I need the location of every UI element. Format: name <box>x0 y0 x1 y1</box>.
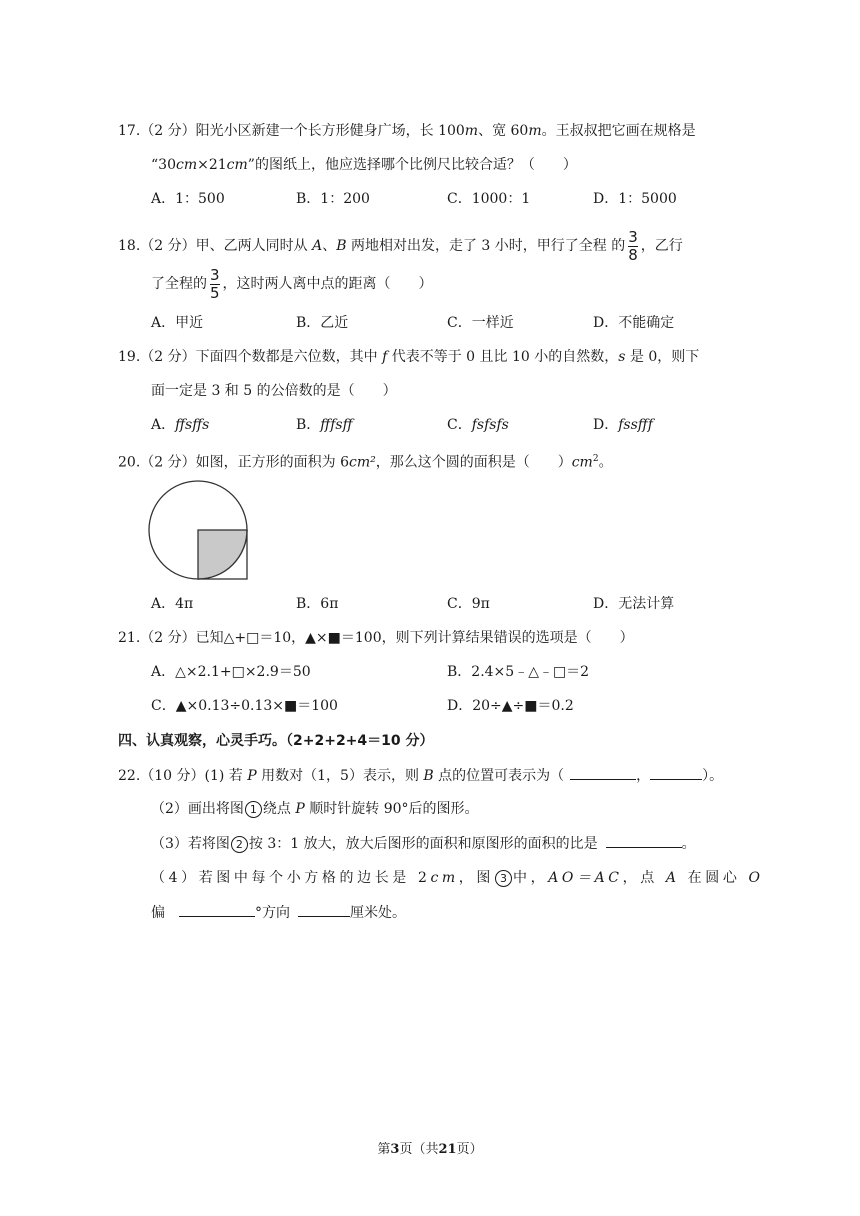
q19-line1: 19.（2 分）下面四个数都是六位数，其中 f 代表不等于 0 且比 10 小的自然数，s 是 0，则下 <box>118 349 700 365</box>
q19-option-c[interactable]: C．fsfsfs <box>447 417 509 433</box>
figure-1-marker: 1 <box>245 801 262 818</box>
q20-option-a[interactable]: A．4π <box>151 596 194 612</box>
q18-option-b[interactable]: B．乙近 <box>296 315 349 331</box>
figure-square-quarter-fill <box>198 530 247 579</box>
answer-blank-distance[interactable] <box>298 902 350 917</box>
q22-line4: （4）若图中每个小方格的边长是 2cm，图 3 中，AO＝AC，点 A 在圆心 O <box>151 870 764 886</box>
q18-line1: 18.（2 分）甲、乙两人同时从 A、B 两地相对出发，走了 3 小时，甲行了全程 的 $\frac{3}{8}$ ，乙行 <box>118 227 683 264</box>
answer-blank-ratio[interactable] <box>606 833 682 848</box>
q20-line1: 20.（2 分）如图，正方形的面积为 6cm²，那么这个圆的面积是（ ）$cm^2$。 <box>118 454 613 471</box>
figure-3-marker: 3 <box>495 870 512 887</box>
section-4-heading: 四、认真观察，心灵手巧。（2+2+2+4＝10 分） <box>118 733 434 749</box>
q21-line1: 21.（2 分）已知△+□＝10，▲×■＝100，则下列计算结果错误的选项是（ ） <box>118 630 634 646</box>
page-number: 3 <box>390 1142 400 1157</box>
q17-option-b[interactable]: B．1：200 <box>296 191 370 207</box>
q18-option-a[interactable]: A．甲近 <box>151 315 204 331</box>
q17-option-d[interactable]: D．1：5000 <box>593 191 677 207</box>
q17-number: 17. <box>118 123 141 139</box>
q18-option-c[interactable]: C．一样近 <box>447 315 514 331</box>
page-total: 21 <box>438 1142 457 1157</box>
q19-option-a[interactable]: A．ffsffs <box>151 417 210 433</box>
q17-option-c[interactable]: C．1000：1 <box>447 191 531 207</box>
q20-option-d[interactable]: D．无法计算 <box>593 596 675 612</box>
q17-line1: 17.（2 分）阳光小区新建一个长方形健身广场，长 100m、宽 60m。王叔叔把它画在规格是 <box>118 123 696 139</box>
q22-line3: （3）若将图 2 按 3：1 放大，放大后图形的面积和原图形的面积的比是 。 <box>151 833 696 854</box>
q22-line1: 22.（10 分）(1) 若 P 用数对（1，5）表示，则 B 点的位置可表示为（ ， ）。 <box>118 765 723 786</box>
q17-option-a[interactable]: A．1：500 <box>151 191 225 207</box>
q18-line2: 了全程的 $\frac{3}{5}$ ，这时两人离中点的距离（ ） <box>151 265 433 302</box>
q21-option-b[interactable]: B．2.4×5﹣△﹣□＝2 <box>447 664 590 680</box>
fraction-3-5: $\frac{3}{5}$ <box>210 265 220 302</box>
circle-square-figure <box>145 477 255 587</box>
q21-option-c[interactable]: C．▲×0.13÷0.13×■＝100 <box>151 698 338 714</box>
q19-line2: 面一定是 3 和 5 的公倍数的是（ ） <box>151 383 397 399</box>
answer-blank-angle[interactable] <box>179 902 255 917</box>
q21-option-d[interactable]: D．20÷▲÷■＝0.2 <box>447 698 574 714</box>
q20-option-c[interactable]: C．9π <box>447 596 490 612</box>
page-footer: 第3页（共21页） <box>377 1142 483 1157</box>
q18-option-d[interactable]: D．不能确定 <box>593 315 675 331</box>
q19-option-d[interactable]: D．fssfff <box>593 417 653 433</box>
q20-option-b[interactable]: B．6π <box>296 596 339 612</box>
answer-blank-x[interactable] <box>570 765 636 780</box>
q22-line2: （2）画出将图 1 绕点 P 顺时针旋转 90°后的图形。 <box>151 801 479 817</box>
answer-blank-y[interactable] <box>650 765 702 780</box>
q21-option-a[interactable]: A．△×2.1+□×2.9＝50 <box>151 664 311 680</box>
q19-option-b[interactable]: B．fffsff <box>296 417 353 433</box>
q22-line5: 偏 °方向 厘米处。 <box>151 902 406 923</box>
figure-2-marker: 2 <box>231 836 248 853</box>
fraction-3-8: $\frac{3}{8}$ <box>628 227 638 264</box>
q17-line2: “30cm×21cm”的图纸上，他应选择哪个比例尺比较合适？（ ） <box>151 157 577 173</box>
